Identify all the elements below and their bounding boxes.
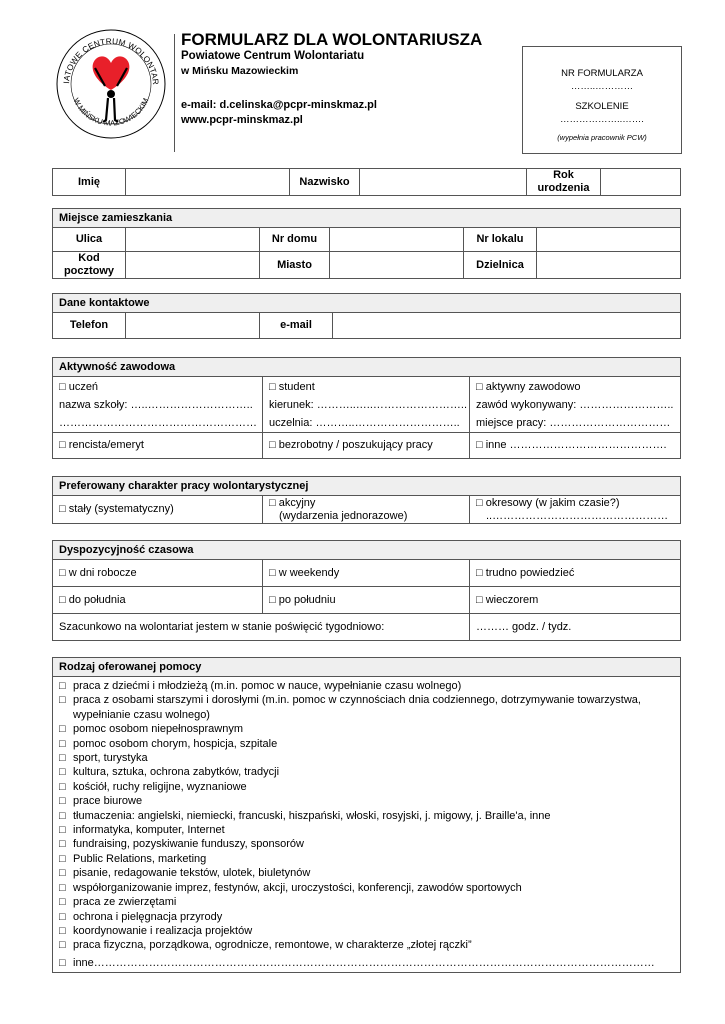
help-item-checkbox[interactable]: □ xyxy=(59,752,66,765)
help-item-label: ochrona i pielęgnacja przyrody xyxy=(73,910,223,923)
last-name-field[interactable] xyxy=(360,169,527,196)
help-item-label: Public Relations, marketing xyxy=(73,852,207,865)
org-name: Powiatowe Centrum Wolontariatu xyxy=(181,50,365,62)
school-field-cont[interactable]: ……………………………………………… xyxy=(59,416,257,429)
help-item-checkbox[interactable]: □ xyxy=(59,867,66,880)
email-field[interactable] xyxy=(333,313,681,339)
header-divider xyxy=(174,34,175,152)
street-label: Ulica xyxy=(53,228,126,252)
help-item-checkbox[interactable]: □ xyxy=(59,780,66,793)
phone-field[interactable] xyxy=(126,313,260,339)
postal-code-label: Kod pocztowy xyxy=(53,252,126,279)
availability-table xyxy=(52,540,681,641)
help-section-title: Rodzaj oferowanej pomocy xyxy=(53,658,681,677)
last-name-label: Nazwisko xyxy=(290,169,360,196)
birth-year-field[interactable] xyxy=(601,169,681,196)
professional-section-title: Aktywność zawodowa xyxy=(53,358,681,377)
org-email[interactable]: e-mail: d.celinska@pcpr-minskmaz.pl xyxy=(181,99,377,111)
preferred-table xyxy=(52,476,681,524)
email-label: e-mail xyxy=(260,313,333,339)
help-item-checkbox[interactable]: □ xyxy=(59,852,66,865)
periodic-field[interactable]: ..………………………………………… xyxy=(486,509,669,522)
help-item-checkbox[interactable]: □ xyxy=(59,881,66,894)
help-item-checkbox[interactable]: □ xyxy=(59,809,66,822)
help-list xyxy=(59,679,674,953)
pupil-checkbox[interactable]: □ uczeń xyxy=(59,380,99,393)
help-item-checkbox[interactable]: □ xyxy=(59,824,66,837)
contact-section-title: Dane kontaktowe xyxy=(53,294,681,313)
help-item-label: pomoc osobom chorym, hospicja, szpitale xyxy=(73,737,278,750)
evening-checkbox[interactable]: □ wieczorem xyxy=(470,587,681,614)
office-use-box xyxy=(522,46,682,154)
help-item[interactable] xyxy=(59,765,674,779)
residence-table xyxy=(52,208,681,279)
org-location: w Mińsku Mazowieckim xyxy=(181,65,299,77)
help-item-checkbox[interactable]: □ xyxy=(59,694,66,707)
help-item-label: informatyka, komputer, Internet xyxy=(73,824,225,837)
weekend-checkbox[interactable]: □ w weekendy xyxy=(263,560,470,587)
form-title: FORMULARZ DLA WOLONTARIUSZA xyxy=(181,30,483,49)
district-label: Dzielnica xyxy=(464,252,537,279)
help-item-label: kultura, sztuka, ochrona zabytków, tradycji xyxy=(73,766,280,779)
help-other-field[interactable]: inne……………………………………………………………………………………………………………………………………… xyxy=(73,956,655,969)
personal-table xyxy=(52,168,681,196)
logo-text-top: IATOWE CENTRUM WOLONTAR xyxy=(62,36,161,86)
help-item[interactable] xyxy=(59,852,674,866)
weekly-hours-label: Szacunkowo na wolontariat jestem w stanie poświęcić tygodniowo: xyxy=(53,614,470,641)
profession-field[interactable]: zawód wykonywany: …………………….. xyxy=(476,398,674,411)
help-item-checkbox[interactable]: □ xyxy=(59,910,66,923)
employed-checkbox[interactable]: □ aktywny zawodowo xyxy=(476,380,581,393)
workplace-field[interactable]: miejsce pracy: …………………………… xyxy=(476,416,671,429)
professional-table xyxy=(52,357,681,459)
district-field[interactable] xyxy=(537,252,681,279)
help-item-checkbox[interactable]: □ xyxy=(59,924,66,937)
help-item[interactable] xyxy=(59,794,674,808)
unemployed-checkbox[interactable]: □ bezrobotny / poszukujący pracy xyxy=(263,433,470,459)
help-item-checkbox[interactable]: □ xyxy=(59,766,66,779)
help-item-checkbox[interactable]: □ xyxy=(59,680,66,692)
street-field[interactable] xyxy=(126,228,260,252)
help-item-label: koordynowanie i realizacja projektów xyxy=(73,924,253,937)
help-item[interactable] xyxy=(59,679,674,693)
help-item[interactable] xyxy=(59,693,674,722)
help-item[interactable] xyxy=(59,881,674,895)
help-other-row[interactable] xyxy=(59,956,674,970)
weekly-hours-field[interactable]: ……… godz. / tydz. xyxy=(470,614,681,641)
morning-checkbox[interactable]: □ do południa xyxy=(53,587,263,614)
permanent-checkbox[interactable]: □ stały (systematyczny) xyxy=(53,496,263,524)
help-item[interactable] xyxy=(59,737,674,751)
help-item-label: współorganizowanie imprez, festynów, akcji, uroczystości, konferencji, zawodów sportowych xyxy=(73,881,522,894)
help-item-checkbox[interactable]: □ xyxy=(59,723,66,736)
city-field[interactable] xyxy=(330,252,464,279)
birth-year-label: Rok urodzenia xyxy=(527,169,601,196)
house-no-label: Nr domu xyxy=(260,228,330,252)
office-note: (wypełnia pracownik PCW) xyxy=(557,133,647,142)
help-item-label: prace biurowe xyxy=(73,795,143,808)
svg-text:W MIŃSKU MAZOWIECKIM xyxy=(72,97,151,128)
help-item[interactable] xyxy=(59,722,674,736)
first-name-field[interactable] xyxy=(126,169,290,196)
help-item[interactable] xyxy=(59,938,674,952)
postal-code-field[interactable] xyxy=(126,252,260,279)
help-item-label: sport, turystyka xyxy=(73,752,148,765)
help-item-label: praca z dziećmi i młodzieżą (m.in. pomoc w nauce, wypełnianie czasu wolnego) xyxy=(73,680,462,692)
help-item[interactable] xyxy=(59,823,674,837)
training-label: SZKOLENIE xyxy=(575,101,629,112)
form-number-label: NR FORMULARZA xyxy=(561,68,643,79)
flat-no-label: Nr lokalu xyxy=(464,228,537,252)
help-item[interactable] xyxy=(59,866,674,880)
help-item-label: praca ze zwierzętami xyxy=(73,896,177,909)
availability-section-title: Dyspozycyjność czasowa xyxy=(53,541,681,560)
logo-text-bottom: W MIŃSKU MAZOWIECKIM xyxy=(71,96,151,128)
school-field[interactable]: nazwa szkoły: …..……………………….. xyxy=(59,398,253,411)
other-status-checkbox[interactable]: □ inne ……………………………………. xyxy=(470,433,681,459)
help-item-checkbox[interactable]: □ xyxy=(59,737,66,750)
first-name-label: Imię xyxy=(53,169,126,196)
house-no-field[interactable] xyxy=(330,228,464,252)
phone-label: Telefon xyxy=(53,313,126,339)
help-item-label: pomoc osobom niepełnosprawnym xyxy=(73,723,243,736)
org-website[interactable]: www.pcpr-minskmaz.pl xyxy=(181,114,303,126)
help-item-label: kościół, ruchy religijne, wyznaniowe xyxy=(73,780,247,793)
help-item-label: praca z osobami starszymi i dorosłymi (m.in. pomoc w czynnościach dnia codziennego, dotrzymywanie towarzystwa, wypełnianie czasu wolnego) xyxy=(73,694,641,721)
help-other-checkbox[interactable]: □ xyxy=(59,956,66,969)
logo-emblem xyxy=(55,28,167,140)
periodic-checkbox[interactable]: □ okresowy (w jakim czasie?) xyxy=(476,496,620,509)
form-number-field[interactable]: ……..………… xyxy=(570,81,634,92)
help-item-checkbox[interactable]: □ xyxy=(59,939,66,952)
help-item[interactable] xyxy=(59,751,674,765)
contact-table xyxy=(52,293,681,339)
student-checkbox[interactable]: □ student xyxy=(269,380,315,393)
action-checkbox[interactable]: □ akcyjny xyxy=(269,496,316,509)
help-item-label: tłumaczenia: angielski, niemiecki, francuski, hiszpański, włoski, rosyjski, j. migowy, j. Braille'a, inne xyxy=(73,809,551,822)
help-item-label: praca fizyczna, porządkowa, ogrodnicze, remontowe, w charakterze „złotej rączki” xyxy=(73,939,472,952)
help-item-checkbox[interactable]: □ xyxy=(59,795,66,808)
retired-checkbox[interactable]: □ rencista/emeryt xyxy=(53,433,263,459)
action-note: (wydarzenia jednorazowe) xyxy=(279,509,408,522)
training-field[interactable]: ………………..……. xyxy=(560,114,644,125)
city-label: Miasto xyxy=(260,252,330,279)
help-item[interactable] xyxy=(59,837,674,851)
flat-no-field[interactable] xyxy=(537,228,681,252)
help-table xyxy=(52,657,681,973)
afternoon-checkbox[interactable]: □ po południu xyxy=(263,587,470,614)
help-item[interactable] xyxy=(59,809,674,823)
residence-section-title: Miejsce zamieszkania xyxy=(53,209,681,228)
help-item-checkbox[interactable]: □ xyxy=(59,896,66,909)
help-item[interactable] xyxy=(59,924,674,938)
help-item-label: pisanie, redagowanie tekstów, ulotek, biuletynów xyxy=(73,867,311,880)
major-field[interactable]: kierunek: ………..…..…………………….. xyxy=(269,398,468,411)
help-item[interactable] xyxy=(59,910,674,924)
help-item[interactable] xyxy=(59,780,674,794)
weekdays-checkbox[interactable]: □ w dni robocze xyxy=(53,560,263,587)
hard-to-say-checkbox[interactable]: □ trudno powiedzieć xyxy=(470,560,681,587)
help-item-checkbox[interactable]: □ xyxy=(59,838,66,851)
help-item[interactable] xyxy=(59,895,674,909)
university-field[interactable]: uczelnia: ………..……………………….. xyxy=(269,416,460,429)
logo xyxy=(55,28,167,140)
help-item-label: fundraising, pozyskiwanie funduszy, sponsorów xyxy=(73,838,304,851)
preferred-section-title: Preferowany charakter pracy wolontarystycznej xyxy=(53,477,681,496)
